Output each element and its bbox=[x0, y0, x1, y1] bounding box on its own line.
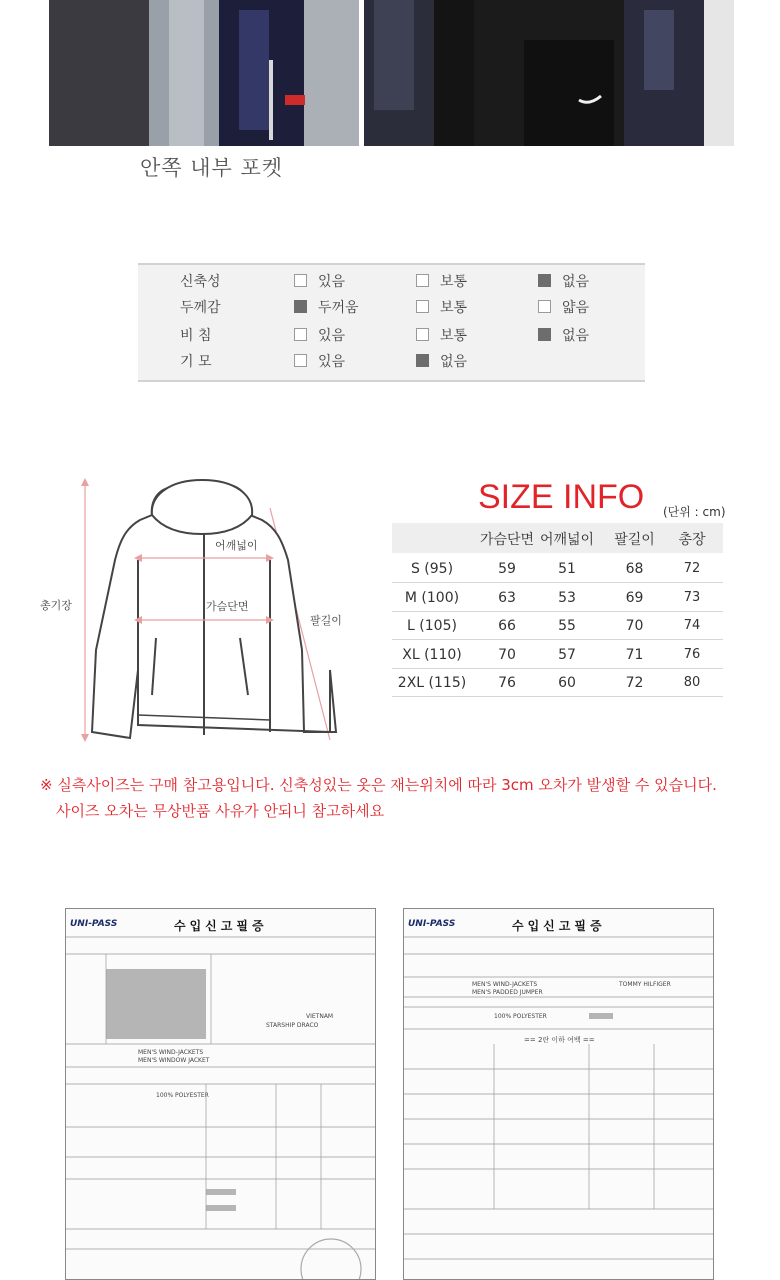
unchecked-box-icon bbox=[294, 274, 307, 287]
feature-option-text: 있음 bbox=[318, 274, 346, 290]
unipass-logo: UNI-PASS bbox=[408, 919, 456, 929]
feature-option-text: 없음 bbox=[562, 328, 590, 344]
feature-option-text: 보통 bbox=[440, 274, 468, 290]
feature-row bbox=[138, 295, 645, 321]
feature-label: 신축성 bbox=[180, 274, 221, 290]
feature-option-text: 있음 bbox=[318, 328, 346, 344]
size-label-cell: L (105) bbox=[407, 618, 457, 634]
unipass-logo: UNI-PASS bbox=[70, 919, 118, 929]
doc-item-name: MEN'S WIND-JACKETS bbox=[138, 1049, 204, 1056]
photo-caption: 안쪽 내부 포켓 bbox=[140, 156, 284, 180]
doc-vessel: STARSHIP DRACO bbox=[266, 1022, 319, 1029]
size-label-cell: XL (110) bbox=[402, 646, 462, 663]
size-value-cell: 69 bbox=[625, 589, 644, 606]
size-label-cell: M (100) bbox=[404, 589, 460, 606]
unchecked-box-icon bbox=[416, 328, 429, 341]
size-row bbox=[392, 554, 723, 583]
label-sleeve: 팔길이 bbox=[310, 614, 342, 627]
size-info-title: SIZE INFO bbox=[478, 478, 645, 516]
size-value-cell: 74 bbox=[683, 618, 701, 633]
label-shoulder: 어깨넓이 bbox=[215, 539, 258, 552]
size-unit: (단위 : cm) bbox=[663, 505, 726, 519]
size-value-cell: 59 bbox=[498, 561, 516, 577]
doc-form-grid bbox=[404, 909, 714, 1280]
unchecked-box-icon bbox=[538, 300, 551, 313]
size-value-cell: 55 bbox=[558, 618, 576, 634]
size-value-cell: 72 bbox=[625, 675, 644, 691]
doc-material: 100% POLYESTER bbox=[494, 1013, 547, 1020]
size-notice bbox=[40, 772, 717, 824]
size-header-cell: 총장 bbox=[678, 532, 706, 548]
size-label-cell: S (95) bbox=[410, 561, 454, 577]
size-value-cell: 60 bbox=[558, 675, 576, 691]
size-label-cell: 2XL (115) bbox=[397, 675, 467, 691]
doc-model: MEN'S PADDED JUMPER bbox=[472, 989, 543, 996]
jacket-measurement-diagram bbox=[30, 470, 360, 750]
size-value-cell: 51 bbox=[558, 561, 576, 577]
unchecked-box-icon bbox=[294, 328, 307, 341]
feature-row bbox=[138, 269, 645, 295]
size-value-cell: 76 bbox=[498, 675, 516, 691]
size-value-cell: 53 bbox=[558, 589, 576, 606]
feature-option-text: 두꺼움 bbox=[318, 300, 359, 316]
fabric-feature-table bbox=[138, 263, 645, 382]
size-value-cell: 76 bbox=[683, 646, 701, 662]
document-title: 수입신고필증 bbox=[174, 919, 268, 933]
unchecked-box-icon bbox=[416, 274, 429, 287]
size-value-cell: 70 bbox=[498, 646, 516, 663]
size-value-cell: 70 bbox=[625, 618, 644, 634]
size-header-cell: 가슴단면 bbox=[479, 532, 535, 548]
doc-brand: TOMMY HILFIGER bbox=[619, 981, 671, 988]
size-value-cell: 68 bbox=[625, 561, 644, 577]
size-value-cell: 57 bbox=[558, 646, 576, 663]
feature-option-text: 있음 bbox=[318, 354, 346, 370]
photo-inner-pocket-right bbox=[364, 0, 734, 146]
notice-line-2: 사이즈 오차는 무상반품 사유가 안되니 참고하세요 bbox=[56, 802, 385, 820]
feature-option-text: 없음 bbox=[562, 274, 590, 290]
photo-inner-pocket-left bbox=[49, 0, 359, 146]
checked-box-icon bbox=[294, 300, 307, 313]
doc-model: MEN'S WINDOW JACKET bbox=[138, 1057, 210, 1064]
doc-origin: VIETNAM bbox=[306, 1013, 334, 1020]
unchecked-box-icon bbox=[294, 354, 307, 367]
label-chest: 가슴단면 bbox=[206, 600, 249, 613]
feature-label: 기 모 bbox=[180, 354, 212, 370]
doc-form-grid bbox=[66, 909, 376, 1280]
feature-option-text: 얇음 bbox=[562, 300, 590, 316]
size-header-cell: 팔길이 bbox=[614, 532, 655, 548]
feature-label: 두께감 bbox=[180, 300, 221, 316]
feature-option-text: 없음 bbox=[440, 354, 468, 370]
notice-line-1: ※ 실측사이즈는 구매 참고용입니다. 신축성있는 옷은 재는위치에 따라 3cm 오차가 발생할 수 있습니다. bbox=[40, 776, 717, 794]
size-table-header bbox=[392, 523, 723, 553]
doc-item-name: MEN'S WIND-JACKETS bbox=[472, 981, 538, 988]
size-row bbox=[392, 668, 723, 697]
checked-box-icon bbox=[538, 274, 551, 287]
import-declaration-document-2 bbox=[403, 908, 714, 1280]
size-value-cell: 71 bbox=[625, 646, 644, 663]
size-value-cell: 73 bbox=[683, 589, 701, 605]
doc-blank-note: == 2란 이하 여백 == bbox=[524, 1036, 595, 1044]
size-value-cell: 66 bbox=[498, 618, 516, 634]
feature-row bbox=[138, 349, 645, 375]
feature-row bbox=[138, 323, 645, 349]
checked-box-icon bbox=[538, 328, 551, 341]
checked-box-icon bbox=[416, 354, 429, 367]
size-row bbox=[392, 583, 723, 612]
doc-material: 100% POLYESTER bbox=[156, 1092, 209, 1099]
feature-label: 비 침 bbox=[180, 328, 212, 344]
document-title: 수입신고필증 bbox=[512, 919, 606, 933]
size-header-cell: 어깨넓이 bbox=[539, 532, 595, 548]
size-value-cell: 63 bbox=[498, 589, 516, 606]
feature-option-text: 보통 bbox=[440, 300, 468, 316]
size-row bbox=[392, 640, 723, 669]
size-row bbox=[392, 611, 723, 640]
size-value-cell: 80 bbox=[683, 675, 701, 690]
size-value-cell: 72 bbox=[683, 561, 701, 576]
label-total-length: 총기장 bbox=[40, 599, 72, 612]
import-declaration-document-1 bbox=[65, 908, 376, 1280]
feature-option-text: 보통 bbox=[440, 328, 468, 344]
unchecked-box-icon bbox=[416, 300, 429, 313]
